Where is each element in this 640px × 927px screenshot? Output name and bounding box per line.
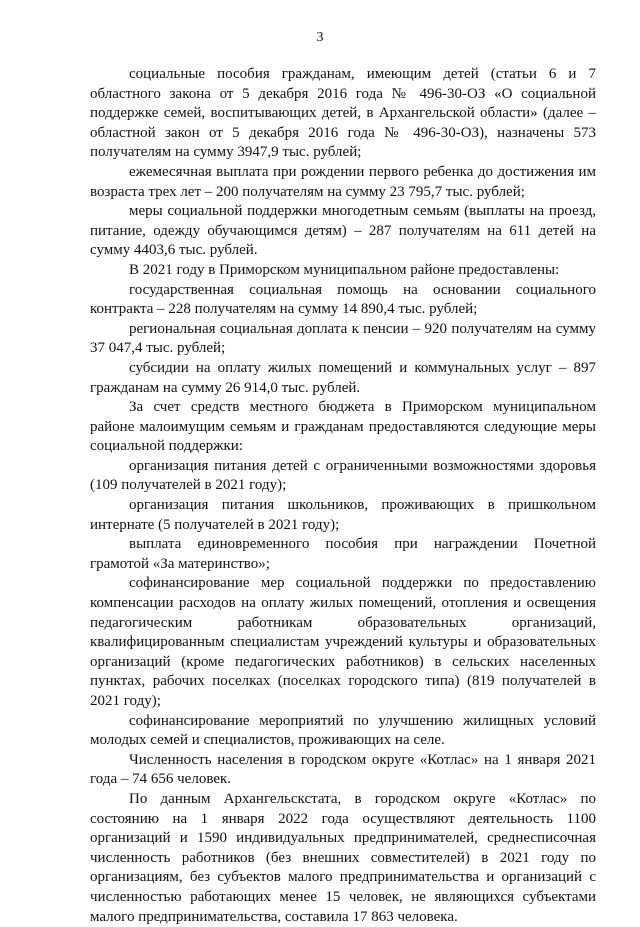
- paragraph-kotlas-organizations: По данным Архангельскстата, в городском округе «Котлас» по состоянию на 1 января 2022 года осуществляют деятельность 1100 организаций и 1590 индивидуальных предпринимателей, среднесписочная численность работников (без внешних совместителей) в 2021 году по организациям, без субъектов малого предпринимательства и организаций с численностью работающих менее 15 человек, не являющихся субъектами малого предпринимательства, составила 17 863 человека.: [90, 790, 596, 925]
- paragraph-large-family-support: меры социальной поддержки многодетным семьям (выплаты на проезд, питание, одежду обучающимся детям) – 287 получателям на 611 детей на сумму 4403,6 тыс. рублей.: [90, 203, 596, 259]
- paragraph-housing-subsidies: субсидии на оплату жилых помещений и коммунальных услуг – 897 гражданам на сумму 26 914,0 тыс. рублей.: [90, 359, 596, 396]
- document-body: [90, 65, 596, 927]
- paragraph-motherhood-award: выплата единовременного пособия при награждении Почетной грамотой «За материнство»;: [90, 536, 596, 572]
- paragraph-young-families-housing: софинансирование мероприятий по улучшению жилищных условий молодых семей и специалистов, проживающих на селе.: [90, 712, 596, 749]
- page-number: 3: [316, 30, 324, 45]
- paragraph-social-contract: государственная социальная помощь на основании социального контракта – 228 получателям на сумму 14 890,4 тыс. рублей;: [90, 281, 596, 318]
- paragraph-boarding-meals: организация питания школьников, проживающих в пришкольном интернате (5 получателей в 2021 году);: [90, 497, 596, 533]
- paragraph-first-child-payment: ежемесячная выплата при рождении первого ребенка до достижения им возраста трех лет – 200 получателям на сумму 23 795,7 тыс. рублей;: [90, 163, 596, 200]
- paragraph-child-benefits: социальные пособия гражданам, имеющим детей (статьи 6 и 7 областного закона от 5 декабря 2016 года № 496-30-ОЗ «О социальной поддержке семей, воспитывающих детей, в Архангельской области» (далее – областной закон от 5 декабря 2016 года № 496-30-ОЗ), назначены 573 получателям на сумму 3947,9 тыс. рублей;: [90, 66, 596, 161]
- paragraph-disabled-children-meals: организация питания детей с ограниченными возможностями здоровья (109 получателей в 2021 году);: [90, 457, 596, 494]
- paragraph-primorsky-intro: В 2021 году в Приморском муниципальном районе предоставлены:: [129, 261, 560, 278]
- paragraph-rural-compensation: софинансирование мер социальной поддержки по предоставлению компенсации расходов на оплату жилых помещений, отопления и освещения педагогическим работникам образовательных организаций, квалифицированным специалистам учреждений культуры и образовательных организаций (кроме педагогических работников) в сельских населенных пунктах, рабочих поселках (поселках городского типа) (819 получателей в 2021 году);: [90, 575, 596, 709]
- paragraph-pension-supplement: региональная социальная доплата к пенсии – 920 получателям на сумму 37 047,4 тыс. рублей;: [90, 320, 596, 357]
- paragraph-kotlas-population: Численность населения в городском округе «Котлас» на 1 января 2021 года – 74 656 человек.: [90, 751, 596, 788]
- paragraph-local-budget-measures: За счет средств местного бюджета в Приморском муниципальном районе малоимущим семьям и гражданам предоставляются следующие меры социальной поддержки:: [90, 399, 596, 455]
